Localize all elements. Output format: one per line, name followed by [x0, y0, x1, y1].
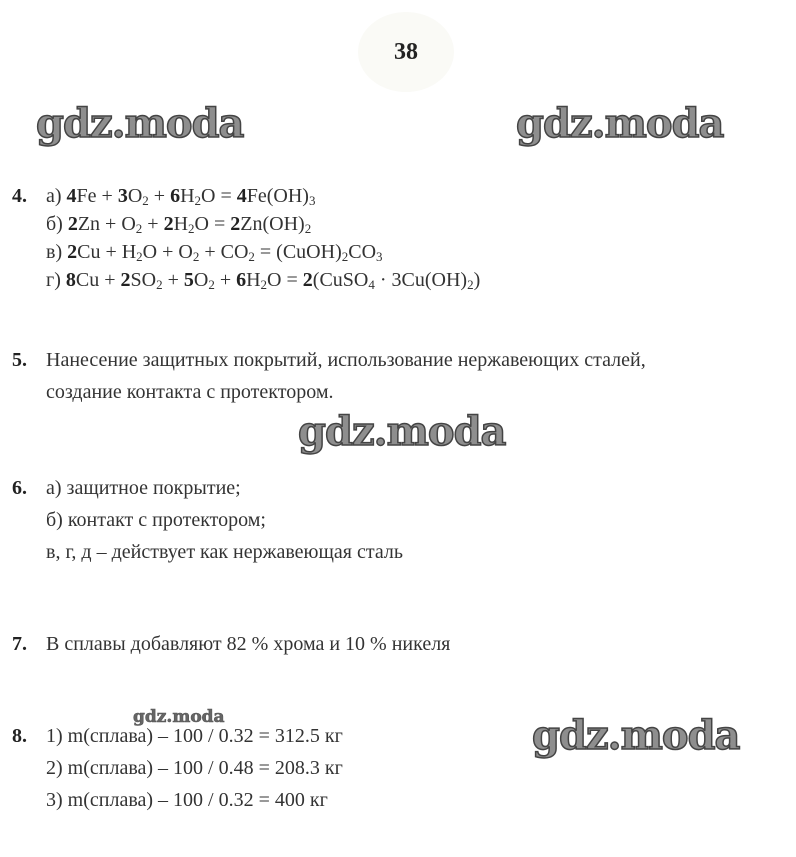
- text-line: [46, 344, 646, 376]
- text-line: [46, 264, 480, 292]
- coefficient: 2: [230, 213, 241, 235]
- text-line: [46, 504, 403, 536]
- task-lines: [46, 344, 646, 408]
- task-number: 4.: [12, 185, 27, 207]
- text-segment: ): [473, 269, 481, 291]
- text-segment: б) контакт с протектором;: [46, 509, 266, 531]
- task-lines: [46, 180, 480, 292]
- text-segment: а) защитное покрытие;: [46, 477, 241, 499]
- text-segment: Zn + O: [77, 213, 136, 235]
- text-segment: Fe +: [76, 185, 118, 207]
- subscript: 2: [192, 249, 200, 264]
- subscript: 3: [308, 193, 316, 208]
- text-segment: 3) m(сплава) – 100 / 0.32 = 400 кг: [46, 789, 328, 811]
- text-segment: б): [46, 213, 68, 235]
- text-line: [46, 376, 646, 408]
- coefficient: 2: [120, 269, 131, 291]
- task-number: 7.: [12, 633, 27, 655]
- text-segment: Cu + H: [77, 241, 137, 263]
- subscript: 2: [194, 193, 202, 208]
- text-segment: 1) m(сплава) – 100 / 0.32 = 312.5 кг: [46, 725, 343, 747]
- text-segment: H: [173, 213, 189, 235]
- text-segment: в, г, д – действует как нержавеющая сталь: [46, 541, 403, 563]
- text-segment: +: [162, 269, 184, 291]
- text-line: [46, 472, 403, 504]
- coefficient: 2: [67, 241, 78, 263]
- subscript: 2: [467, 277, 474, 292]
- task-number: 5.: [12, 349, 27, 371]
- text-segment: O + O: [142, 241, 193, 263]
- coefficient: 4: [236, 185, 247, 207]
- task-lines: [46, 720, 343, 816]
- coefficient: 6: [170, 185, 181, 207]
- text-line: [46, 752, 343, 784]
- subscript: 2: [142, 193, 149, 208]
- text-line: [46, 180, 480, 208]
- text-segment: В сплавы добавляют 82 % хрома и 10 % никеля: [46, 633, 451, 655]
- text-segment: SO: [130, 269, 157, 291]
- subscript: 2: [208, 277, 215, 292]
- text-segment: создание контакта с протектором.: [46, 381, 334, 403]
- subscript: 3: [376, 249, 383, 264]
- page-number: 38: [358, 12, 454, 92]
- text-segment: (CuSO: [312, 269, 369, 291]
- text-segment: г): [46, 269, 66, 291]
- coefficient: 8: [65, 269, 76, 291]
- text-segment: O =: [201, 185, 237, 207]
- text-segment: O =: [194, 213, 231, 235]
- subscript: 2: [304, 221, 312, 236]
- text-segment: Fe(OH): [246, 185, 309, 207]
- subscript: 4: [368, 277, 375, 292]
- text-line: [46, 236, 480, 264]
- watermark: gdz.moda: [516, 100, 724, 147]
- text-segment: Zn(OH): [240, 213, 305, 235]
- text-segment: а): [46, 185, 67, 207]
- subscript: 2: [136, 249, 143, 264]
- subscript: 2: [248, 249, 255, 264]
- text-segment: Нанесение защитных покрытий, использование нержавеющих сталей,: [46, 349, 646, 371]
- subscript: 2: [188, 221, 195, 236]
- watermark: gdz.moda: [36, 100, 244, 147]
- text-line: [46, 628, 450, 660]
- coefficient: 6: [236, 269, 247, 291]
- text-segment: Cu +: [75, 269, 121, 291]
- task-lines: [46, 628, 450, 660]
- coefficient: 2: [163, 213, 174, 235]
- text-segment: O =: [267, 269, 303, 291]
- coefficient: 3: [117, 185, 128, 207]
- task-number: 6.: [12, 477, 27, 499]
- text-segment: +: [148, 185, 171, 207]
- task-lines: [46, 472, 403, 568]
- text-segment: 2) m(сплава) – 100 / 0.48 = 208.3 кг: [46, 757, 343, 779]
- text-line: [46, 208, 480, 236]
- coefficient: 4: [66, 185, 77, 207]
- text-segment: O: [193, 269, 209, 291]
- text-segment: = (CuOH): [254, 241, 342, 263]
- text-segment: +: [142, 213, 164, 235]
- text-segment: + CO: [199, 241, 249, 263]
- text-line: [46, 720, 343, 752]
- watermark: gdz.moda: [298, 408, 506, 455]
- coefficient: 2: [302, 269, 313, 291]
- text-segment: H: [246, 269, 261, 291]
- watermark-small: gdz.moda: [133, 707, 225, 727]
- subscript: 2: [156, 277, 163, 292]
- coefficient: 2: [67, 213, 78, 235]
- subscript: 2: [341, 249, 349, 264]
- text-segment: +: [214, 269, 237, 291]
- text-segment: · 3Cu(OH): [374, 269, 468, 291]
- text-line: [46, 784, 343, 816]
- subscript: 2: [260, 277, 268, 292]
- coefficient: 5: [183, 269, 194, 291]
- text-segment: H: [180, 185, 195, 207]
- text-segment: CO: [348, 241, 377, 263]
- text-segment: O: [127, 185, 143, 207]
- text-line: [46, 536, 403, 568]
- task-number: 8.: [12, 725, 27, 747]
- watermark: gdz.moda: [532, 712, 740, 759]
- text-segment: в): [46, 241, 68, 263]
- subscript: 2: [135, 221, 143, 236]
